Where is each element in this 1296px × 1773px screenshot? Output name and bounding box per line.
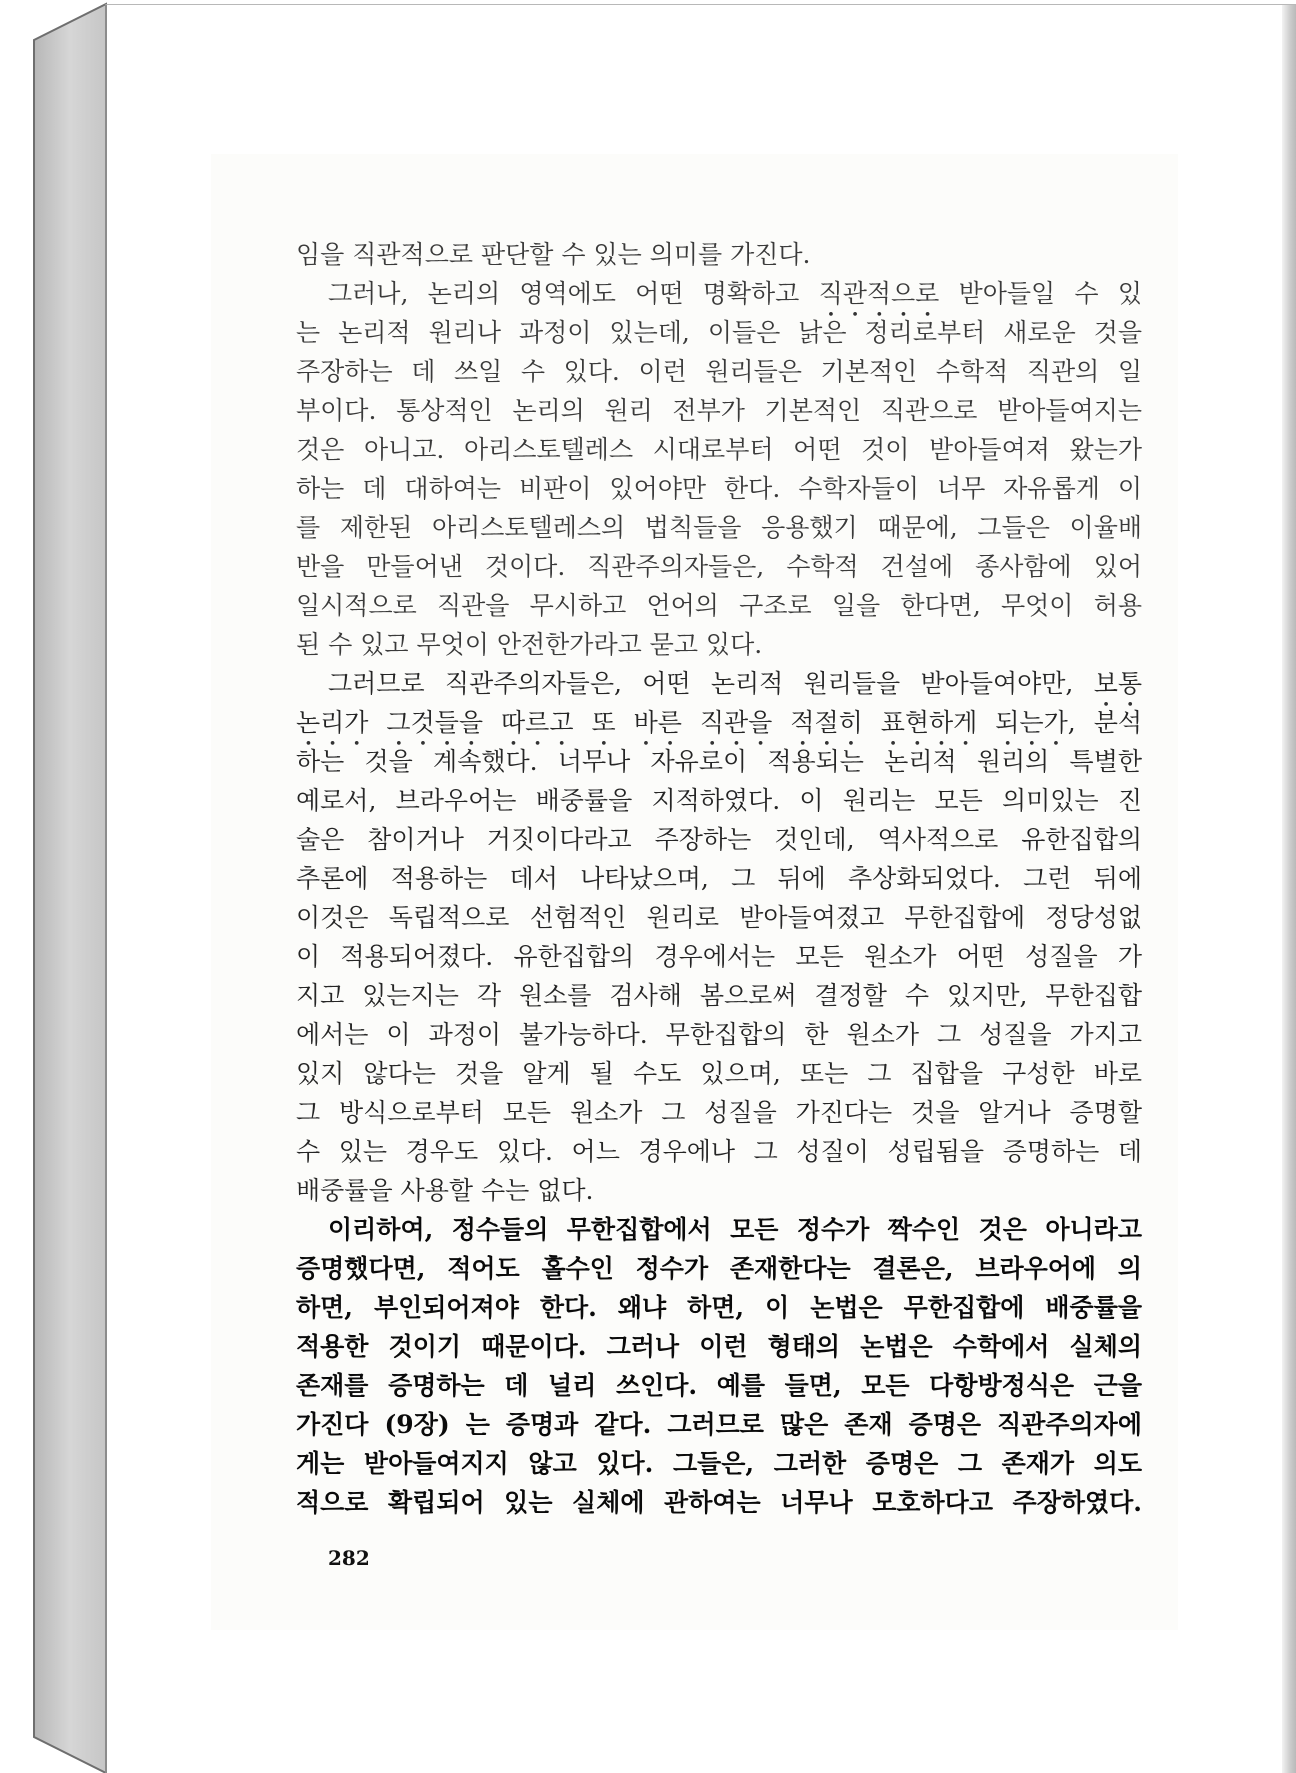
text-line: 에서는 이 과정이 불가능하다. 무한집합의 한 원소가 그 성질을 가지고 (296, 1020, 1142, 1049)
page-edge-shadow (1282, 5, 1296, 1773)
text-line: 그 방식으로부터 모든 원소가 그 성질을 가진다는 것을 알거나 증명할 (296, 1098, 1142, 1127)
text-line: 술은 참이거나 거짓이다라고 주장하는 것인데, 역사적으로 유한집합의 (296, 825, 1142, 854)
text-line: 예로서, 브라우어는 배중률을 지적하였다. 이 원리는 모든 의미있는 진 (296, 786, 1142, 815)
emphasized-text: 논리가 그것들을 따르고 또 바른 직관을 적절히 표현하게 되는가 (296, 708, 1068, 737)
text-line: 부이다. 통상적인 논리의 원리 전부가 기본적인 직관으로 받아들여지는 (296, 396, 1142, 425)
text-segment: 그러므로 직관주의자들은, 어떤 논리적 원리들을 받아들여야만, (328, 669, 1094, 698)
paragraph (296, 274, 1142, 664)
text-line: 지고 있는지는 각 원소를 검사해 봄으로써 결정할 수 있지만, 무한집합 (296, 981, 1142, 1010)
text-line: 가진다 (9장) 는 증명과 같다. 그러므로 많은 존재 증명은 직관주의자에 (296, 1410, 1142, 1439)
text-line: 임을 직관적으로 판단할 수 있는 의미를 가진다. (296, 240, 811, 269)
body-text (296, 235, 1142, 1522)
text-line: 된 수 있고 무엇이 안전한가라고 묻고 있다. (296, 630, 763, 659)
text-line: 적용한 것이기 때문이다. 그러나 이런 형태의 논법은 수학에서 실체의 (296, 1332, 1142, 1361)
text-line: 적으로 확립되어 있는 실체에 관하여는 너무나 모호하다고 주장하였다. (296, 1488, 1142, 1517)
text-line: 하면, 부인되어져야 한다. 왜냐 하면, 이 논법은 무한집합에 배중률을 (296, 1293, 1142, 1322)
text-line: 일시적으로 직관을 무시하고 언어의 구조로 일을 한다면, 무엇이 허용 (296, 591, 1142, 620)
text-line: 존재를 증명하는 데 널리 쓰인다. 예를 들면, 모든 다항방정식은 근을 (296, 1371, 1142, 1400)
text-line: 하는 데 대하여는 비판이 있어야만 한다. 수학자들이 너무 자유롭게 이 (296, 474, 1142, 503)
paragraph (296, 664, 1142, 1210)
text-line: 증명했다면, 적어도 홀수인 정수가 존재한다는 결론은, 브라우어에 의 (296, 1254, 1142, 1283)
text-line: 추론에 적용하는 데서 나타났으며, 그 뒤에 추상화되었다. 그런 뒤에 (296, 864, 1142, 893)
emphasized-text: 보통 (1093, 669, 1142, 698)
text-line: 이것은 독립적으로 선험적인 원리로 받아들여졌고 무한집합에 정당성없 (296, 903, 1142, 932)
text-line: 배중률을 사용할 수는 없다. (296, 1176, 594, 1205)
paragraph (296, 235, 1142, 274)
emphasized-text: 직관적으로 (818, 279, 940, 308)
text-line: 것은 아니고. 아리스토텔레스 시대로부터 어떤 것이 받아들여져 왔는가 (296, 435, 1142, 464)
page-number: 282 (328, 1546, 370, 1570)
text-line: 이리하여, 정수들의 무한집합에서 모든 정수가 짝수인 것은 아니라고 (328, 1215, 1142, 1244)
book-spine (0, 0, 112, 1773)
text-line: 주장하는 데 쓰일 수 있다. 이런 원리들은 기본적인 수학적 직관의 일 (296, 357, 1142, 386)
text-line (296, 274, 1142, 313)
text-segment: 그러나, 논리의 영역에도 어떤 명확하고 (328, 279, 819, 308)
text-line (296, 664, 1142, 703)
text-segment: 받아들일 수 있 (939, 279, 1142, 308)
text-line: 하는 것을 계속했다. 너무나 자유로이 적용되는 논리적 원리의 특별한 (296, 747, 1142, 776)
text-line: 는 논리적 원리나 과정이 있는데, 이들은 낡은 정리로부터 새로운 것을 (296, 318, 1142, 347)
text-line: 이 적용되어졌다. 유한집합의 경우에서는 모든 원소가 어떤 성질을 가 (296, 942, 1142, 971)
text-line: 있지 않다는 것을 알게 될 수도 있으며, 또는 그 집합을 구성한 바로 (296, 1059, 1142, 1088)
text-line: 를 제한된 아리스토텔레스의 법칙들을 응용했기 때문에, 그들은 이율배 (296, 513, 1142, 542)
text-line: 게는 받아들여지지 않고 있다. 그들은, 그러한 증명은 그 존재가 의도 (296, 1449, 1142, 1478)
text-line: 수 있는 경우도 있다. 어느 경우에나 그 성질이 성립됨을 증명하는 데 (296, 1137, 1142, 1166)
text-line (296, 703, 1142, 742)
text-line: 반을 만들어낸 것이다. 직관주의자들은, 수학적 건설에 종사함에 있어 (296, 552, 1142, 581)
text-segment: , 분석 (1067, 708, 1142, 737)
paragraph (296, 1210, 1142, 1522)
